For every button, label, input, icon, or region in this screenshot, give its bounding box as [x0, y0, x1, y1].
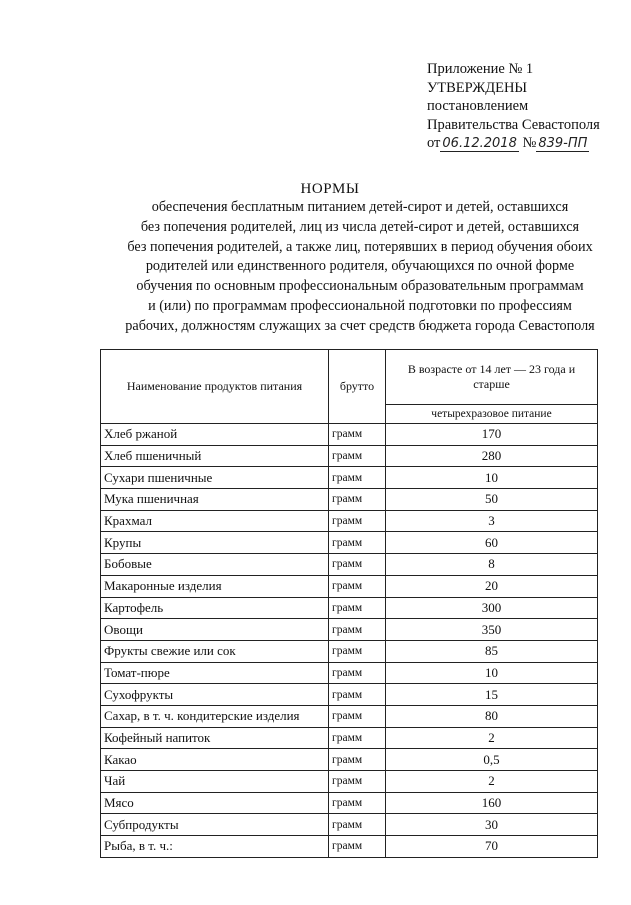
subtitle-line: родителей или единственного родителя, обучающихся по очной форме — [145, 258, 575, 275]
product-name-cell: Крахмал — [101, 510, 329, 532]
product-name-cell: Хлеб ржаной — [101, 424, 329, 446]
value-cell: 2 — [386, 727, 598, 749]
table-row — [101, 814, 598, 836]
table-row — [101, 532, 598, 554]
unit-cell: грамм — [329, 532, 386, 554]
value-cell: 50 — [386, 489, 598, 511]
table-row — [101, 792, 598, 814]
document-subtitle — [95, 198, 625, 337]
handwritten-date: 06.12.2018 — [442, 136, 517, 151]
product-name-cell: Хлеб пшеничный — [101, 445, 329, 467]
table-row — [101, 749, 598, 771]
product-name-cell: Чай — [101, 771, 329, 793]
value-cell: 20 — [386, 575, 598, 597]
government-label: Правительства Севастополя — [427, 116, 600, 133]
value-cell: 60 — [386, 532, 598, 554]
unit-cell: грамм — [329, 836, 386, 858]
value-cell: 280 — [386, 445, 598, 467]
table-row — [101, 597, 598, 619]
value-cell: 3 — [386, 510, 598, 532]
unit-cell: грамм — [329, 814, 386, 836]
table-row — [101, 727, 598, 749]
unit-cell: грамм — [329, 575, 386, 597]
handwritten-number: 839-ПП — [538, 136, 588, 151]
unit-cell: грамм — [329, 749, 386, 771]
table-row — [101, 575, 598, 597]
approval-block — [427, 60, 627, 154]
date-prefix: от — [427, 135, 441, 151]
approved-by-label: постановлением — [427, 98, 529, 114]
subtitle-line: рабочих, должностям служащих за счет средств бюджета города Севастополя — [125, 317, 595, 334]
unit-cell: грамм — [329, 684, 386, 706]
unit-cell: грамм — [329, 554, 386, 576]
table-row — [101, 619, 598, 641]
product-name-cell: Бобовые — [101, 554, 329, 576]
product-name-cell: Фрукты свежие или сок — [101, 640, 329, 662]
product-name-cell: Картофель — [101, 597, 329, 619]
header-meal-type: четырехразовое питание — [386, 405, 598, 424]
value-cell: 0,5 — [386, 749, 598, 771]
document-heading: НОРМЫ — [300, 181, 360, 197]
unit-cell: грамм — [329, 705, 386, 727]
unit-cell: грамм — [329, 510, 386, 532]
value-cell: 170 — [386, 424, 598, 446]
appendix-label: Приложение № 1 — [427, 61, 534, 77]
number-prefix: № — [522, 135, 537, 151]
header-age-group: В возрасте от 14 лет — 23 года и старше — [386, 350, 598, 405]
table-body — [101, 424, 598, 858]
product-name-cell: Кофейный напиток — [101, 727, 329, 749]
value-cell: 350 — [386, 619, 598, 641]
subtitle-line: без попечения родителей, лиц из числа детей-сирот и детей, оставшихся — [140, 218, 580, 235]
value-cell: 160 — [386, 792, 598, 814]
table-row — [101, 836, 598, 858]
header-product-name: Наименование продуктов питания — [101, 350, 329, 424]
product-name-cell: Субпродукты — [101, 814, 329, 836]
value-cell: 2 — [386, 771, 598, 793]
subtitle-line: без попечения родителей, а также лиц, потерявших в период обучения обоих — [127, 238, 593, 255]
product-name-cell: Овощи — [101, 619, 329, 641]
unit-cell: грамм — [329, 489, 386, 511]
value-cell: 8 — [386, 554, 598, 576]
unit-cell: грамм — [329, 597, 386, 619]
value-cell: 10 — [386, 467, 598, 489]
table-row — [101, 445, 598, 467]
unit-cell: грамм — [329, 792, 386, 814]
table-row — [101, 424, 598, 446]
value-cell: 10 — [386, 662, 598, 684]
table-row — [101, 705, 598, 727]
table-row — [101, 771, 598, 793]
table-row — [101, 684, 598, 706]
product-name-cell: Сахар, в т. ч. кондитерские изделия — [101, 705, 329, 727]
table-row — [101, 662, 598, 684]
product-name-cell: Сухофрукты — [101, 684, 329, 706]
subtitle-line: обеспечения бесплатным питанием детей-сирот и детей, оставшихся — [151, 199, 569, 215]
value-cell: 300 — [386, 597, 598, 619]
date-number-line — [427, 134, 627, 154]
unit-cell: грамм — [329, 619, 386, 641]
value-cell: 70 — [386, 836, 598, 858]
product-name-cell: Крупы — [101, 532, 329, 554]
unit-cell: грамм — [329, 424, 386, 446]
table-row — [101, 489, 598, 511]
unit-cell: грамм — [329, 467, 386, 489]
unit-cell: грамм — [329, 727, 386, 749]
product-name-cell: Рыба, в т. ч.: — [101, 836, 329, 858]
value-cell: 15 — [386, 684, 598, 706]
product-name-cell: Мука пшеничная — [101, 489, 329, 511]
unit-cell: грамм — [329, 662, 386, 684]
table-row — [101, 467, 598, 489]
product-name-cell: Мясо — [101, 792, 329, 814]
product-name-cell: Сухари пшеничные — [101, 467, 329, 489]
value-cell: 80 — [386, 705, 598, 727]
table-row — [101, 510, 598, 532]
unit-cell: грамм — [329, 445, 386, 467]
table-row — [101, 640, 598, 662]
subtitle-line: обучения по основным профессиональным образовательным программам — [136, 278, 584, 295]
unit-cell: грамм — [329, 771, 386, 793]
product-name-cell: Какао — [101, 749, 329, 771]
value-cell: 30 — [386, 814, 598, 836]
unit-cell: грамм — [329, 640, 386, 662]
food-norms-table — [100, 349, 598, 858]
product-name-cell: Томат-пюре — [101, 662, 329, 684]
subtitle-line: и (или) по программам профессиональной подготовки по профессиям — [148, 297, 572, 314]
table-row — [101, 554, 598, 576]
approved-label: УТВЕРЖДЕНЫ — [427, 79, 528, 96]
value-cell: 85 — [386, 640, 598, 662]
product-name-cell: Макаронные изделия — [101, 575, 329, 597]
header-unit: брутто — [329, 350, 386, 424]
